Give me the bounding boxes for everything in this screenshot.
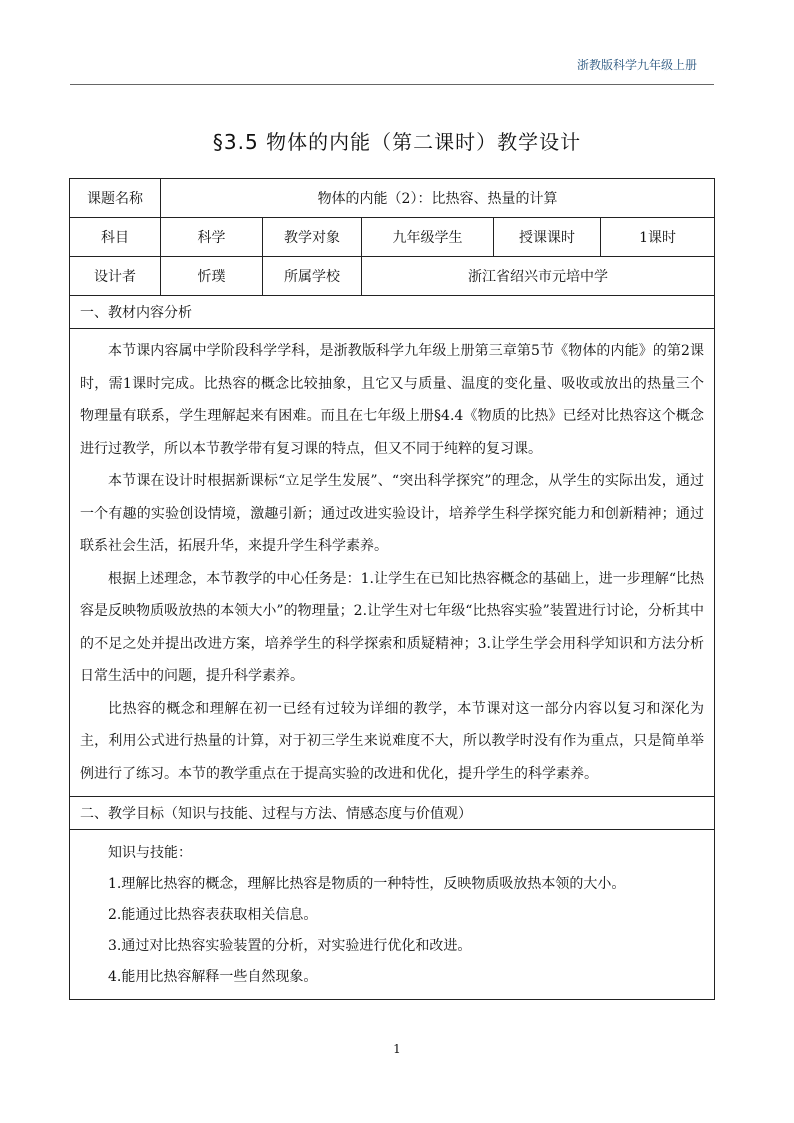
designer-value: 忻璞 (161, 257, 263, 296)
section1-heading: 一、教材内容分析 (70, 296, 715, 329)
topic-value: 物体的内能（2）：比热容、热量的计算 (161, 179, 715, 218)
designer-row (70, 257, 715, 296)
section1-body (70, 329, 715, 797)
section2-body (70, 830, 715, 1000)
topic-row (70, 179, 715, 218)
objectives-subheading: 知识与技能： (108, 845, 192, 861)
objective-item: 3.通过对比热容实验装置的分析，对实验进行优化和改进。 (108, 938, 472, 954)
school-label: 所属学校 (263, 257, 362, 296)
objective-item: 2.能通过比热容表获取相关信息。 (108, 907, 318, 923)
lesson-plan-table (69, 178, 715, 1000)
section2-heading: 二、教学目标（知识与技能、过程与方法、情感态度与价值观） (70, 797, 715, 830)
analysis-paragraph: 比热容的概念和理解在初一已经有过较为详细的教学，本节课对这一部分内容以复习和深化为主，利用公式进行热量的计算，对于初三学生来说难度不大，所以教学时没有作为重点，只是简单举例进行了练习。本节的教学重点在于提高实验的改进和优化，提升学生的科学素养。 (80, 700, 705, 782)
document-title: §3.5 物体的内能（第二课时）教学设计 (212, 130, 582, 154)
analysis-paragraph: 根据上述理念，本节教学的中心任务是：1.让学生在已知比热容概念的基础上，进一步理解“比热容是反映物质吸放热的本领大小”的物理量；2.让学生对七年级“比热容实验”装置进行讨论，分析其中的不足之处并提出改进方案，培养学生的科学探索和质疑精神；3.让学生学会用科学知识和方法分析日常生活中的问题，提升科学素养。 (80, 570, 705, 684)
edition-label: 浙教版科学九年级上册 (576, 58, 697, 72)
school-value: 浙江省绍兴市元培中学 (362, 257, 715, 296)
section1-body-row (70, 329, 715, 797)
subject-value: 科学 (161, 218, 263, 257)
topic-label: 课题名称 (70, 179, 161, 218)
analysis-paragraph: 本节课在设计时根据新课标“立足学生发展”、“突出科学探究”的理念，从学生的实际出发，通过一个有趣的实验创设情境，激趣引新；通过改进实验设计，培养学生科学探究能力和创新精神；通过联系社会生活，拓展升华，来提升学生科学素养。 (80, 473, 705, 554)
objective-item: 4.能用比热容解释一些自然现象。 (108, 969, 318, 985)
subject-label: 科目 (70, 218, 161, 257)
section2-body-row (70, 830, 715, 1000)
subject-row (70, 218, 715, 257)
hours-value: 1课时 (601, 218, 715, 257)
audience-value: 九年级学生 (362, 218, 494, 257)
objective-item: 1.理解比热容的概念，理解比热容是物质的一种特性，反映物质吸放热本领的大小。 (108, 876, 626, 892)
section2-heading-row (70, 797, 715, 830)
header-divider (70, 84, 714, 85)
analysis-paragraph: 本节课内容属中学阶段科学学科，是浙教版科学九年级上册第三章第5节《物体的内能》的第2课时，需1课时完成。比热容的概念比较抽象，且它又与质量、温度的变化量、吸收或放出的热量三个物理量有联系，学生理解起来有困难。而且在七年级上册§4.4《物质的比热》已经对比热容这个概念进行过教学，所以本节教学带有复习课的特点，但又不同于纯粹的复习课。 (80, 343, 705, 457)
audience-label: 教学对象 (263, 218, 362, 257)
designer-label: 设计者 (70, 257, 161, 296)
section1-heading-row (70, 296, 715, 329)
page-number: 1 (393, 1042, 401, 1056)
hours-label: 授课课时 (494, 218, 601, 257)
